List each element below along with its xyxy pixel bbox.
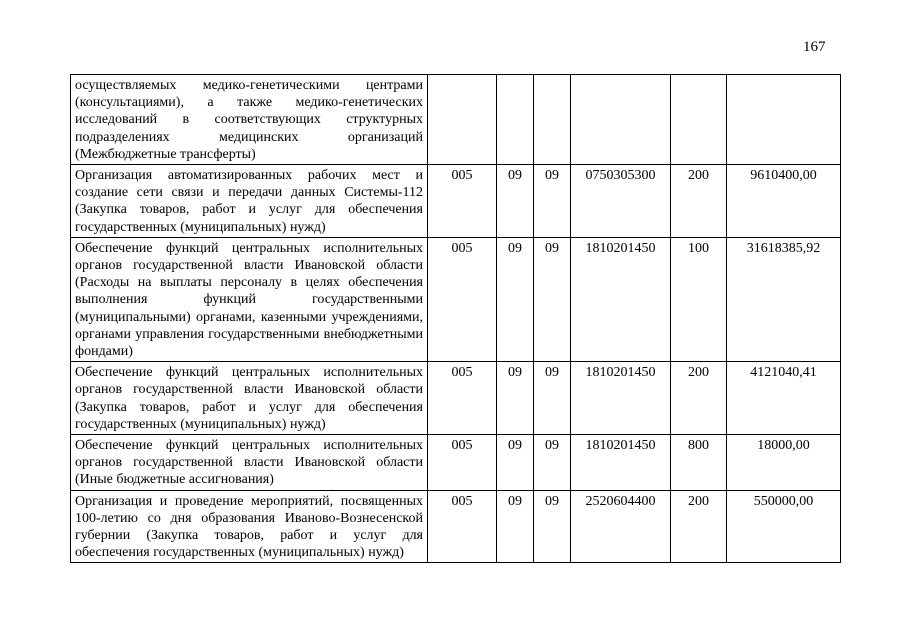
row-amount: 550000,00: [727, 490, 841, 563]
table-row: [71, 165, 841, 238]
row-description: Обеспечение функций центральных исполнительных органов государственной власти Ивановской области (Иные бюджетные ассигнования): [71, 435, 428, 491]
row-section-code: 09: [497, 237, 534, 361]
row-section-code: 09: [497, 490, 534, 563]
table-row: [71, 237, 841, 361]
row-ministry-code: 005: [428, 237, 497, 361]
row-amount: 18000,00: [727, 435, 841, 491]
table-row: [71, 75, 841, 165]
row-amount: 9610400,00: [727, 165, 841, 238]
row-ministry-code: 005: [428, 490, 497, 563]
budget-table: [70, 74, 841, 563]
row-section-code: 09: [497, 435, 534, 491]
row-target-article: 0750305300: [571, 165, 671, 238]
row-target-article: 1810201450: [571, 362, 671, 435]
row-subsection-code: [534, 75, 571, 165]
table-row: [71, 435, 841, 491]
row-expense-type: 800: [671, 435, 727, 491]
table-row: [71, 362, 841, 435]
row-target-article: [571, 75, 671, 165]
row-expense-type: 200: [671, 362, 727, 435]
row-ministry-code: 005: [428, 435, 497, 491]
row-section-code: 09: [497, 362, 534, 435]
row-section-code: [497, 75, 534, 165]
row-amount: [727, 75, 841, 165]
row-subsection-code: 09: [534, 490, 571, 563]
row-subsection-code: 09: [534, 362, 571, 435]
page-number: 167: [803, 39, 826, 55]
row-subsection-code: 09: [534, 165, 571, 238]
row-description: Обеспечение функций центральных исполнительных органов государственной власти Ивановской области (Расходы на выплаты персоналу в целях обеспечения выполнения функций государственными (муниципальными) органами, казенными учреждениями, органами управления государственными внебюджетными фондами): [71, 237, 428, 361]
row-ministry-code: [428, 75, 497, 165]
row-amount: 4121040,41: [727, 362, 841, 435]
row-ministry-code: 005: [428, 362, 497, 435]
row-target-article: 1810201450: [571, 435, 671, 491]
row-expense-type: [671, 75, 727, 165]
row-expense-type: 100: [671, 237, 727, 361]
row-target-article: 2520604400: [571, 490, 671, 563]
table-row: [71, 490, 841, 563]
row-subsection-code: 09: [534, 237, 571, 361]
row-target-article: 1810201450: [571, 237, 671, 361]
row-section-code: 09: [497, 165, 534, 238]
row-description: Обеспечение функций центральных исполнительных органов государственной власти Ивановской области (Закупка товаров, работ и услуг для обеспечения государственных (муниципальных) нужд): [71, 362, 428, 435]
row-expense-type: 200: [671, 490, 727, 563]
row-subsection-code: 09: [534, 435, 571, 491]
row-expense-type: 200: [671, 165, 727, 238]
row-description: Организация и проведение мероприятий, посвященных 100-летию со дня образования Иваново-Вознесенской губернии (Закупка товаров, работ и услуг для обеспечения государственных (муниципальных) нужд): [71, 490, 428, 563]
row-description: Организация автоматизированных рабочих мест и создание сети связи и передачи данных Системы-112 (Закупка товаров, работ и услуг для обеспечения государственных (муниципальных) нужд): [71, 165, 428, 238]
row-ministry-code: 005: [428, 165, 497, 238]
row-amount: 31618385,92: [727, 237, 841, 361]
row-description: осуществляемых медико-генетическими центрами (консультациями), а также медико-генетических исследований в соответствующих структурных подразделениях медицинских организаций (Межбюджетные трансферты): [71, 75, 428, 165]
